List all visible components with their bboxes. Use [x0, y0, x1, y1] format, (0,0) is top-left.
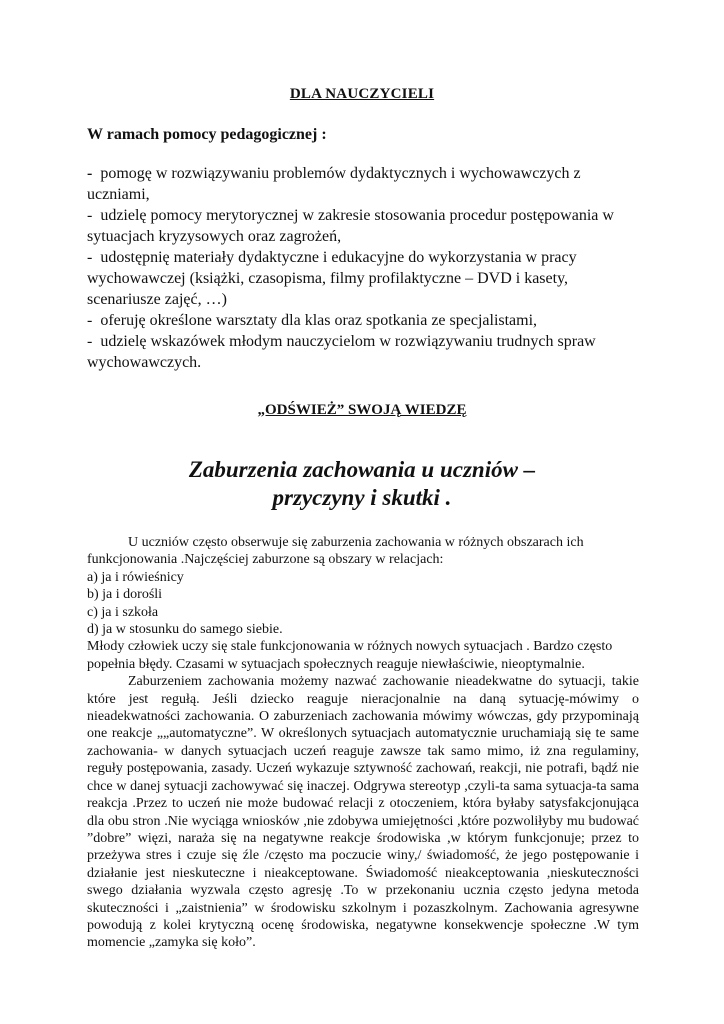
- area-item: d) ja w stosunku do samego siebie.: [87, 622, 283, 638]
- list-item: - pomogę w rozwiązywaniu problemów dydaktycznych i wychowawczych z uczniami,: [87, 165, 581, 203]
- article-title-line-2: przyczyny i skutki .: [272, 485, 452, 510]
- help-list: [87, 163, 642, 373]
- list-item: - udzielę pomocy merytorycznej w zakresie stosowania procedur postępowania w sytuacjach kryzysowych oraz zagrożeń,: [87, 207, 614, 245]
- article-body: [87, 534, 639, 952]
- area-item: c) ja i szkoła: [87, 604, 159, 620]
- article-title-line-1: Zaburzenia zachowania u uczniów –: [188, 457, 536, 482]
- area-item: b) ja i dorośli: [87, 587, 163, 603]
- area-item: a) ja i rówieśnicy: [87, 569, 184, 585]
- refresh-knowledge-heading: „ODŚWIEŻ” SWOJĄ WIEDZĘ: [257, 402, 467, 418]
- paragraph-1: Młody człowiek uczy się stale funkcjonowania w różnych nowych sytuacjach . Bardzo często popełnia błędy. Czasami w sytuacjach społecznych reaguje niewłaściwie, nieoptymalnie.: [87, 639, 613, 672]
- list-item: - oferuję określone warsztaty dla klas oraz spotkania ze specjalistami,: [87, 312, 538, 329]
- paragraph-2: Zaburzeniem zachowania możemy nazwać zachowanie nieadekwatne do sytuacji, takie które jest regułą. Jeśli dziecko reaguje nieracjonalnie na daną sytuację-mówimy o nieadekwatności zachowania. O zaburzeniach zachowania mówimy wówczas, gdy przypominają one reakcje „„automatyczne”. W określonych sytuacjach automatycznie uruchamiają się te same zachowania- w danych sytuacjach uczeń reaguje zawsze tak samo mimo, iż zna regulaminy, reguły postępowania, zasady. Uczeń wykazuje sztywność zachowań, reakcji, nie potrafi, bądź nie chce w danej sytuacji zachowywać się inaczej. Odgrywa stereotyp ,czyli-ta sama sytuacja-ta sama reakcja .Przez to uczeń nie może budować relacji z otoczeniem, która byłaby satysfakcjonująca dla obu stron .Nie wyciąga wniosków ,nie zdobywa umiejętności ,które pozwoliłyby mu budować ”dobre” więzi, naraża się na negatywne reakcje środowiska ,w którym funkcjonuje; przez to przeżywa stres i czuje się źle /często ma poczucie winy,/ świadomość, że jego postępowanie i działanie jest nieskuteczne i nieakceptowane. Świadomość nieakceptowania ,nieskuteczności swego działania wyzwala często agresję .To w przekonaniu ucznia często jedyna metoda skuteczności i „zaistnienia” w środowisku szkolnym i pozaszkolnym. Zachowania agresywne powodują z kolei krytyczną ocenę środowiska, negatywne konsekwencje społeczne .W tym momencie „zamyka się koło”.: [87, 674, 639, 951]
- teachers-heading: DLA NAUCZYCIELI: [289, 86, 435, 102]
- article-title: [0, 456, 724, 512]
- help-section-title: W ramach pomocy pedagogicznej :: [87, 126, 327, 143]
- intro-paragraph: U uczniów często obserwuje się zaburzenia zachowania w różnych obszarach ich funkcjonowania .Najczęściej zaburzone są obszary w relacjach:: [87, 535, 584, 568]
- list-item: - udostępnię materiały dydaktyczne i edukacyjne do wykorzystania w pracy wychowawczej (książki, czasopisma, filmy profilaktyczne – DVD i kasety, scenariusze zajęć, …): [87, 249, 577, 308]
- list-item: - udzielę wskazówek młodym nauczycielom w rozwiązywaniu trudnych spraw wychowawczych.: [87, 333, 596, 371]
